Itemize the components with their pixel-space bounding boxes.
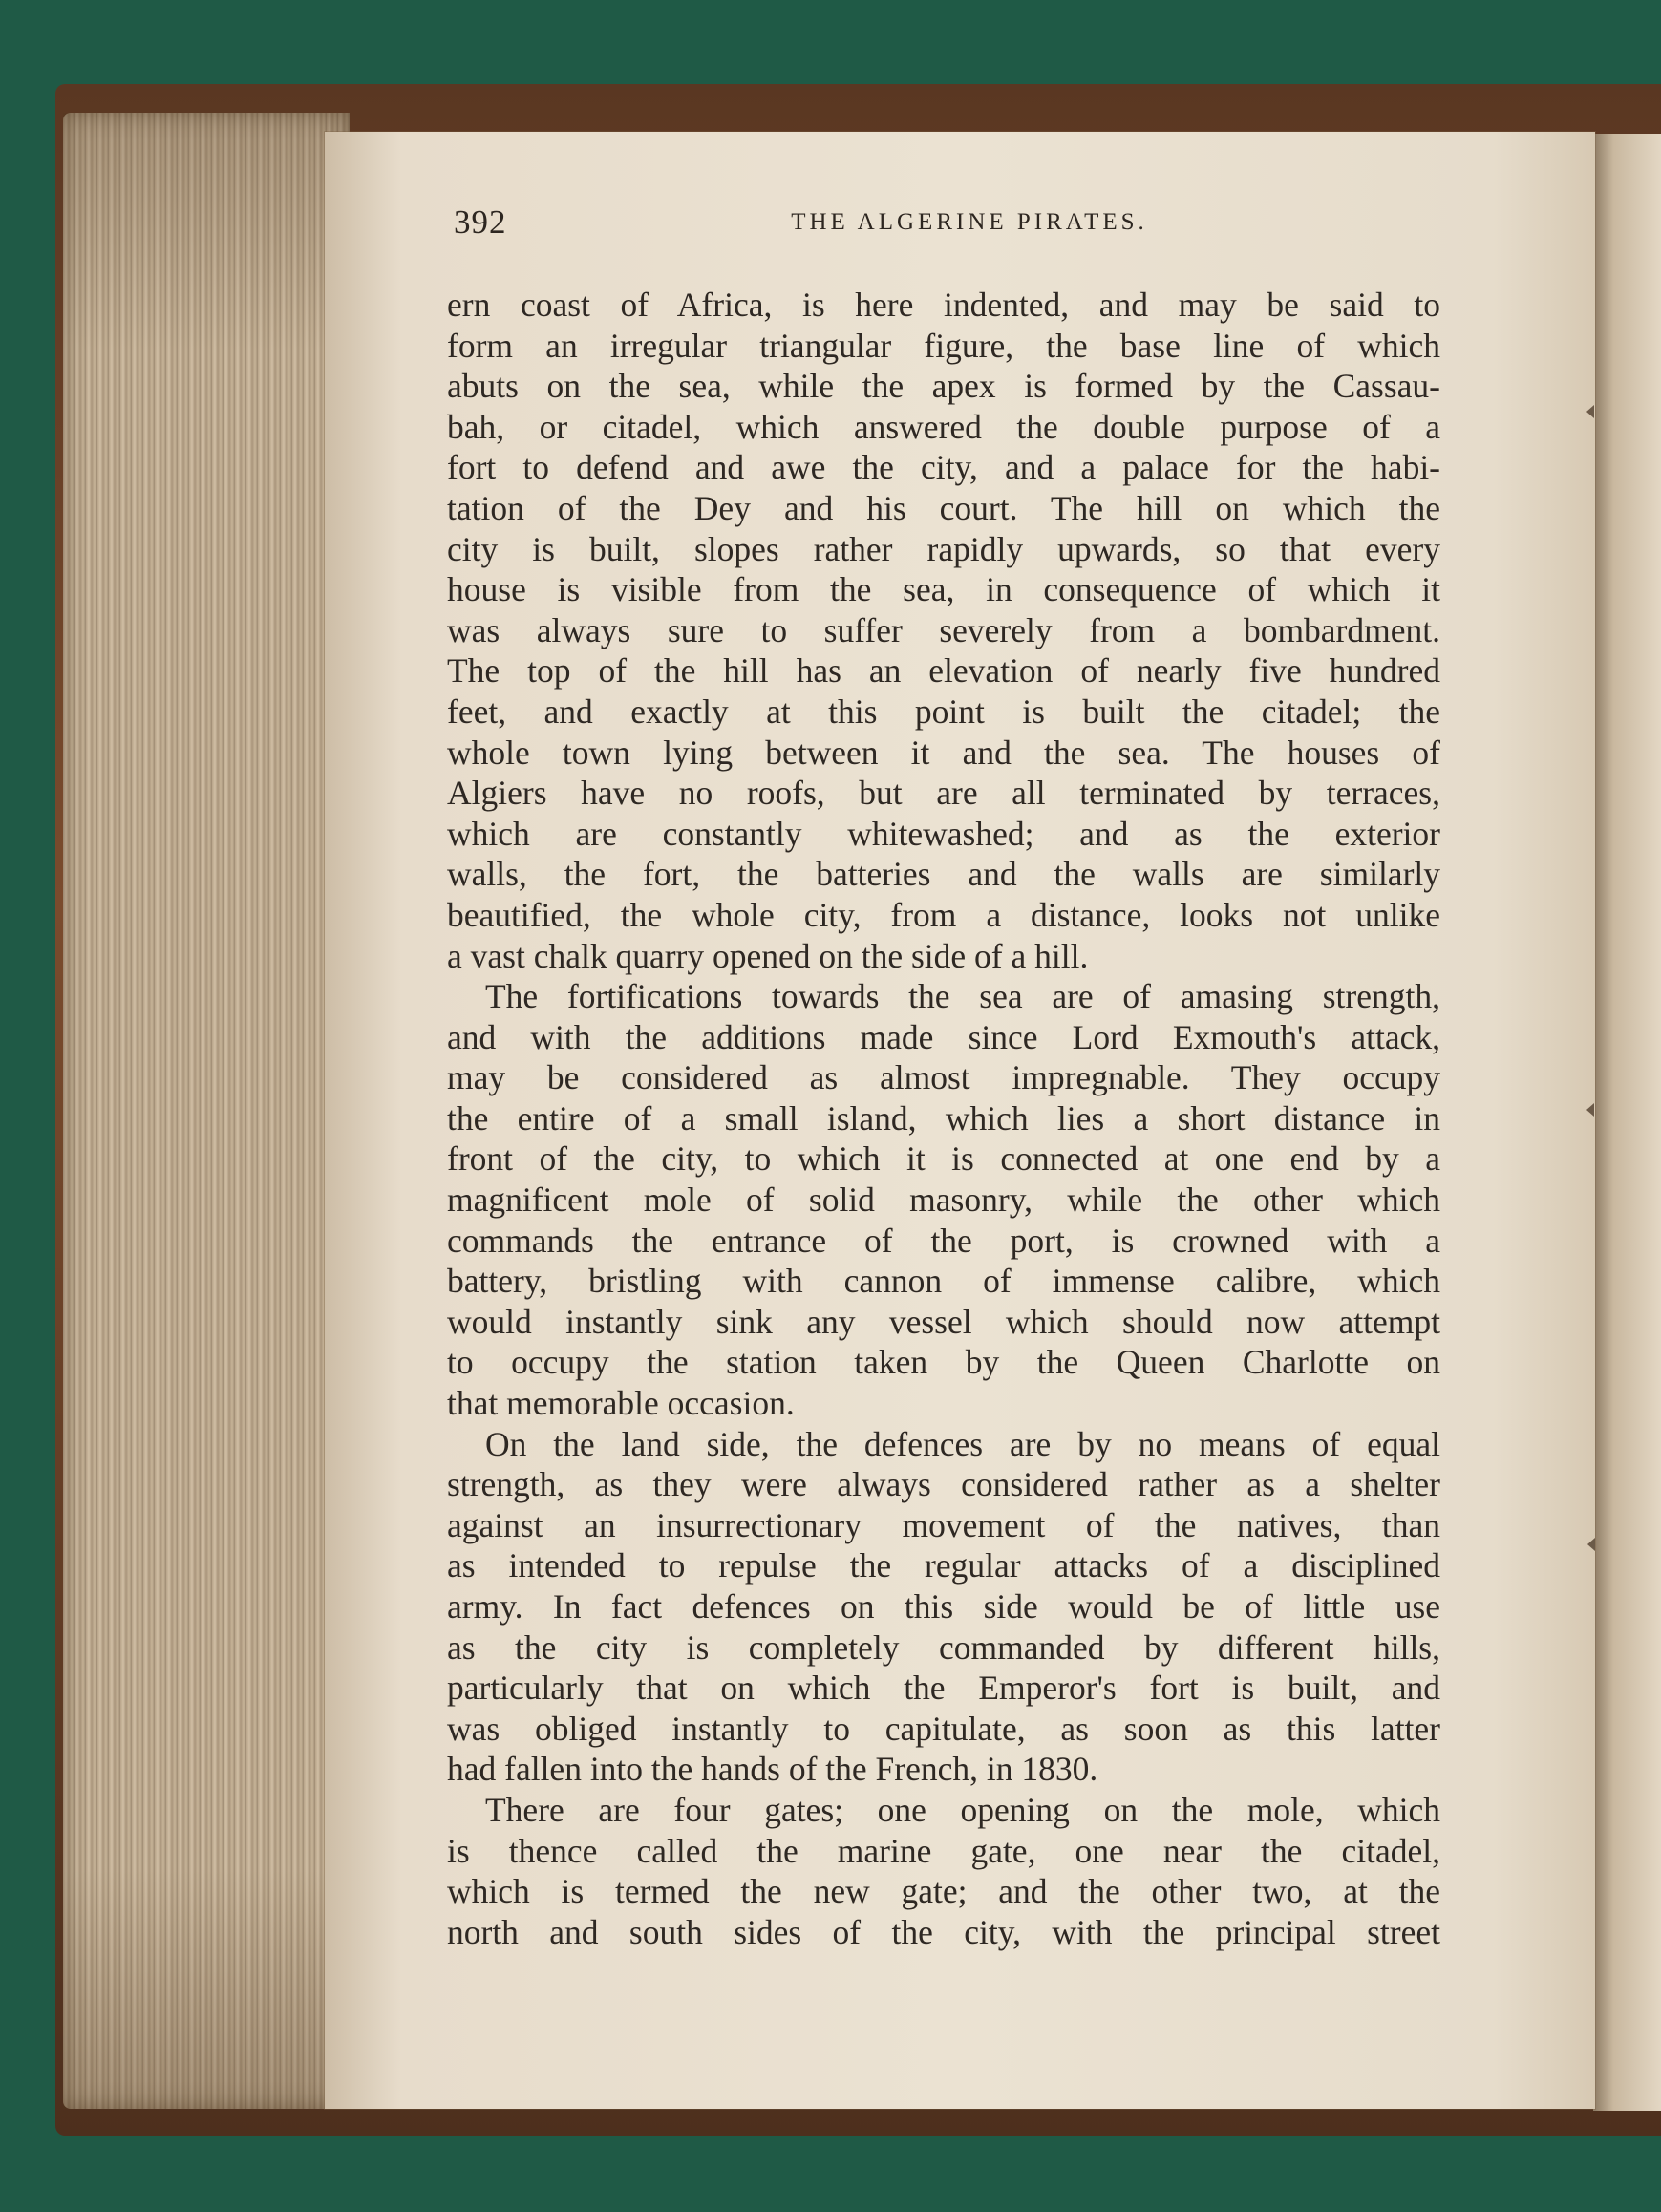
text-line: city is built, slopes rather rapidly upwards, so that every xyxy=(447,529,1440,568)
text-line: beautified, the whole city, from a distance, looks not unlike xyxy=(447,895,1440,934)
running-head: THE ALGERINE PIRATES. xyxy=(791,209,1148,235)
text-line: whole town lying between it and the sea. The houses of xyxy=(447,733,1440,772)
text-line: abuts on the sea, while the apex is formed by the Cassau- xyxy=(447,367,1440,406)
text-line: ern coast of Africa, is here indented, and may be said to xyxy=(447,286,1440,324)
text-line: feet, and exactly at this point is built the citadel; the xyxy=(447,691,1440,731)
text-line: particularly that on which the Emperor's fort is built, and xyxy=(447,1669,1440,1708)
text-line: to occupy the station taken by the Queen Charlotte on xyxy=(447,1343,1440,1382)
page-number: 392 xyxy=(454,203,507,241)
page-header xyxy=(454,203,1485,251)
text-line: may be considered as almost impregnable. They occupy xyxy=(447,1058,1440,1097)
text-line: On the land side, the defences are by no means of equal xyxy=(485,1424,1440,1463)
text-line: house is visible from the sea, in consequence of which it xyxy=(447,570,1440,609)
text-line: tation of the Dey and his court. The hill on which the xyxy=(447,488,1440,527)
text-line: fort to defend and awe the city, and a palace for the habi- xyxy=(447,448,1440,487)
text-line: There are four gates; one opening on the mole, which xyxy=(485,1790,1440,1829)
text-line: the entire of a small island, which lies a short distance in xyxy=(447,1098,1440,1138)
text-line: The top of the hill has an elevation of nearly five hundred xyxy=(447,651,1440,691)
text-line: magnificent mole of solid masonry, while the other which xyxy=(447,1180,1440,1220)
text-line: which are constantly whitewashed; and as the exterior xyxy=(447,814,1440,853)
text-line: was always sure to suffer severely from a bombardment. xyxy=(447,610,1440,649)
text-line: walls, the fort, the batteries and the walls are similarly xyxy=(447,855,1440,894)
text-line: had fallen into the hands of the French, in 1830. xyxy=(447,1750,1098,1789)
page-edges xyxy=(63,113,350,2109)
text-line: a vast chalk quarry opened on the side of a hill. xyxy=(447,936,1089,975)
text-line: Algiers have no roofs, but are all terminated by terraces, xyxy=(447,774,1440,813)
text-line: commands the entrance of the port, is crowned with a xyxy=(447,1221,1440,1260)
text-line: and with the additions made since Lord Exmouth's attack, xyxy=(447,1017,1440,1056)
text-line: battery, bristling with cannon of immense calibre, which xyxy=(447,1262,1440,1301)
text-line: bah, or citadel, which answered the double purpose of a xyxy=(447,407,1440,446)
text-line: north and south sides of the city, with the principal street xyxy=(447,1912,1440,1951)
text-line: would instantly sink any vessel which should now attempt xyxy=(447,1302,1440,1341)
text-line: form an irregular triangular figure, the base line of which xyxy=(447,326,1440,365)
text-line: front of the city, to which it is connected at one end by a xyxy=(447,1139,1440,1179)
text-line: as intended to repulse the regular attacks of a disciplined xyxy=(447,1546,1440,1585)
text-line: that memorable occasion. xyxy=(447,1384,795,1423)
text-line: which is termed the new gate; and the other two, at the xyxy=(447,1872,1440,1911)
book-page xyxy=(325,132,1595,2109)
text-line: was obliged instantly to capitulate, as soon as this latter xyxy=(447,1709,1440,1748)
text-line: against an insurrectionary movement of the natives, than xyxy=(447,1505,1440,1544)
text-line: army. In fact defences on this side would be of little use xyxy=(447,1587,1440,1626)
body-text xyxy=(447,285,1440,1952)
text-line: is thence called the marine gate, one near the citadel, xyxy=(447,1831,1440,1870)
text-line: The fortifications towards the sea are of amasing strength, xyxy=(485,977,1440,1016)
text-line: as the city is completely commanded by different hills, xyxy=(447,1627,1440,1667)
facing-page-edge xyxy=(1593,134,1661,2111)
text-line: strength, as they were always considered rather as a shelter xyxy=(447,1465,1440,1504)
